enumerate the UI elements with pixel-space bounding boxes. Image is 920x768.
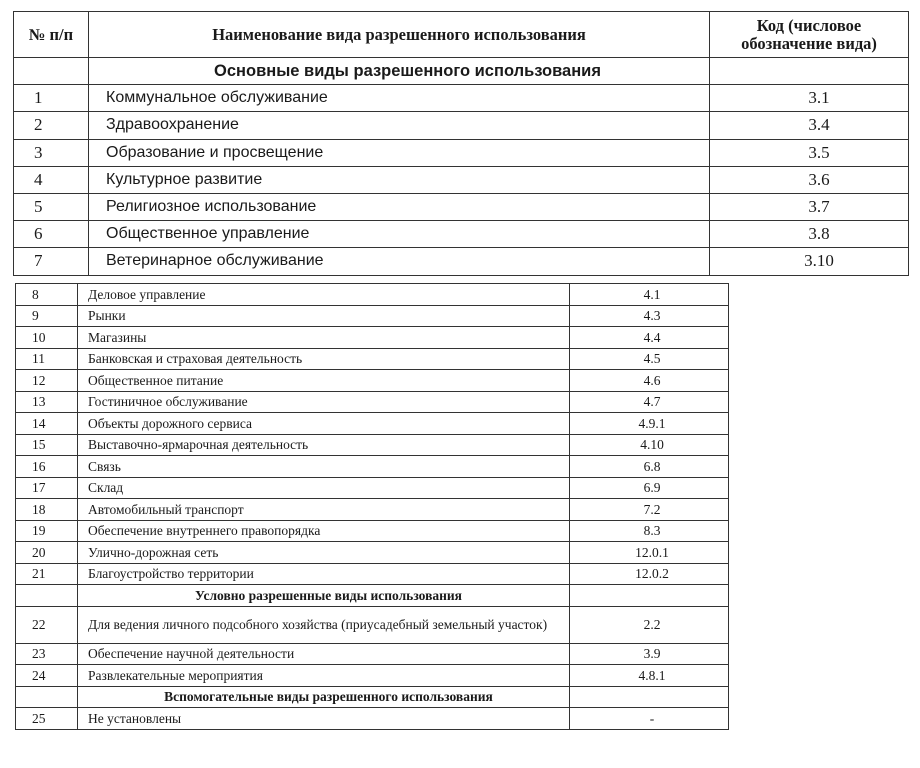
row-code: 6.8 [570, 456, 729, 478]
row-code: 4.8.1 [570, 665, 729, 687]
row-code: 3.9 [570, 643, 729, 665]
row-number: 5 [14, 193, 89, 220]
row-number: 21 [16, 563, 78, 585]
table-row [14, 112, 909, 139]
row-name: Для ведения личного подсобного хозяйства (приусадебный земельный участок) [78, 606, 570, 643]
row-number: 4 [14, 166, 89, 193]
table-row [14, 221, 909, 248]
row-name: Объекты дорожного сервиса [78, 413, 570, 435]
table-row [16, 434, 729, 456]
section-num-cell [16, 686, 78, 708]
row-number: 6 [14, 221, 89, 248]
row-number: 17 [16, 477, 78, 499]
row-code: 4.5 [570, 348, 729, 370]
row-number: 14 [16, 413, 78, 435]
row-number: 3 [14, 139, 89, 166]
row-number: 7 [14, 248, 89, 275]
section-num-cell [14, 58, 89, 85]
row-name: Магазины [78, 327, 570, 349]
table-row [16, 284, 729, 306]
row-code: 4.10 [570, 434, 729, 456]
additional-use-table [15, 283, 729, 730]
table-row [16, 370, 729, 392]
section-num-cell [16, 585, 78, 607]
row-code: 3.1 [710, 85, 909, 112]
row-code: 8.3 [570, 520, 729, 542]
section-conditional-row [16, 585, 729, 607]
row-name: Культурное развитие [89, 166, 710, 193]
row-name: Не установлены [78, 708, 570, 730]
table-row [16, 520, 729, 542]
row-number: 18 [16, 499, 78, 521]
section-auxiliary-title: Вспомогательные виды разрешенного использования [78, 686, 570, 708]
table-row [16, 563, 729, 585]
table-row [16, 456, 729, 478]
row-name: Гостиничное обслуживание [78, 391, 570, 413]
header-row [14, 12, 909, 58]
row-code: 4.9.1 [570, 413, 729, 435]
table-row [16, 542, 729, 564]
row-name: Деловое управление [78, 284, 570, 306]
row-number: 16 [16, 456, 78, 478]
section-code-cell [710, 58, 909, 85]
table-row [16, 413, 729, 435]
row-number: 11 [16, 348, 78, 370]
row-number: 2 [14, 112, 89, 139]
row-code: 12.0.2 [570, 563, 729, 585]
row-code: 7.2 [570, 499, 729, 521]
row-number: 23 [16, 643, 78, 665]
header-name: Наименование вида разрешенного использования [89, 12, 710, 58]
section-main-row [14, 58, 909, 85]
row-code: 3.5 [710, 139, 909, 166]
table-row [16, 665, 729, 687]
table-row [16, 305, 729, 327]
table-row [14, 85, 909, 112]
row-number: 19 [16, 520, 78, 542]
section-code-cell [570, 686, 729, 708]
row-code: 3.8 [710, 221, 909, 248]
row-name: Образование и просвещение [89, 139, 710, 166]
row-number: 8 [16, 284, 78, 306]
header-code: Код (числовое обозначение вида) [710, 12, 909, 58]
row-code: 4.7 [570, 391, 729, 413]
row-code: 3.10 [710, 248, 909, 275]
row-name: Здравоохранение [89, 112, 710, 139]
row-code: 3.6 [710, 166, 909, 193]
row-name: Развлекательные мероприятия [78, 665, 570, 687]
row-name: Выставочно-ярмарочная деятельность [78, 434, 570, 456]
section-main-title: Основные виды разрешенного использования [89, 58, 710, 85]
row-code: 4.4 [570, 327, 729, 349]
row-code: 3.4 [710, 112, 909, 139]
table-row [16, 606, 729, 643]
row-code: 4.6 [570, 370, 729, 392]
row-name: Улично-дорожная сеть [78, 542, 570, 564]
row-code: 6.9 [570, 477, 729, 499]
header-num: № п/п [14, 12, 89, 58]
table-row [14, 166, 909, 193]
row-name: Ветеринарное обслуживание [89, 248, 710, 275]
row-code: 2.2 [570, 606, 729, 643]
row-name: Склад [78, 477, 570, 499]
table-row [14, 193, 909, 220]
row-number: 20 [16, 542, 78, 564]
row-number: 15 [16, 434, 78, 456]
row-name: Обеспечение внутреннего правопорядка [78, 520, 570, 542]
row-number: 10 [16, 327, 78, 349]
row-name: Общественное питание [78, 370, 570, 392]
row-code: 3.7 [710, 193, 909, 220]
row-name: Банковская и страховая деятельность [78, 348, 570, 370]
table-row [16, 327, 729, 349]
table-row [16, 708, 729, 730]
table-row [16, 499, 729, 521]
row-number: 24 [16, 665, 78, 687]
table-row [14, 139, 909, 166]
row-code: - [570, 708, 729, 730]
row-code: 4.3 [570, 305, 729, 327]
row-number: 9 [16, 305, 78, 327]
table-row [16, 348, 729, 370]
section-conditional-title: Условно разрешенные виды использования [78, 585, 570, 607]
table-row [16, 391, 729, 413]
row-number: 25 [16, 708, 78, 730]
row-number: 13 [16, 391, 78, 413]
table-row [16, 643, 729, 665]
row-code: 12.0.1 [570, 542, 729, 564]
row-name: Коммунальное обслуживание [89, 85, 710, 112]
row-number: 1 [14, 85, 89, 112]
row-name: Рынки [78, 305, 570, 327]
row-name: Благоустройство территории [78, 563, 570, 585]
row-name: Обеспечение научной деятельности [78, 643, 570, 665]
row-name: Общественное управление [89, 221, 710, 248]
row-number: 12 [16, 370, 78, 392]
section-code-cell [570, 585, 729, 607]
row-name: Связь [78, 456, 570, 478]
table-row [14, 248, 909, 275]
table-row [16, 477, 729, 499]
row-number: 22 [16, 606, 78, 643]
row-code: 4.1 [570, 284, 729, 306]
row-name: Автомобильный транспорт [78, 499, 570, 521]
row-name: Религиозное использование [89, 193, 710, 220]
section-auxiliary-row [16, 686, 729, 708]
main-use-table [13, 11, 909, 276]
